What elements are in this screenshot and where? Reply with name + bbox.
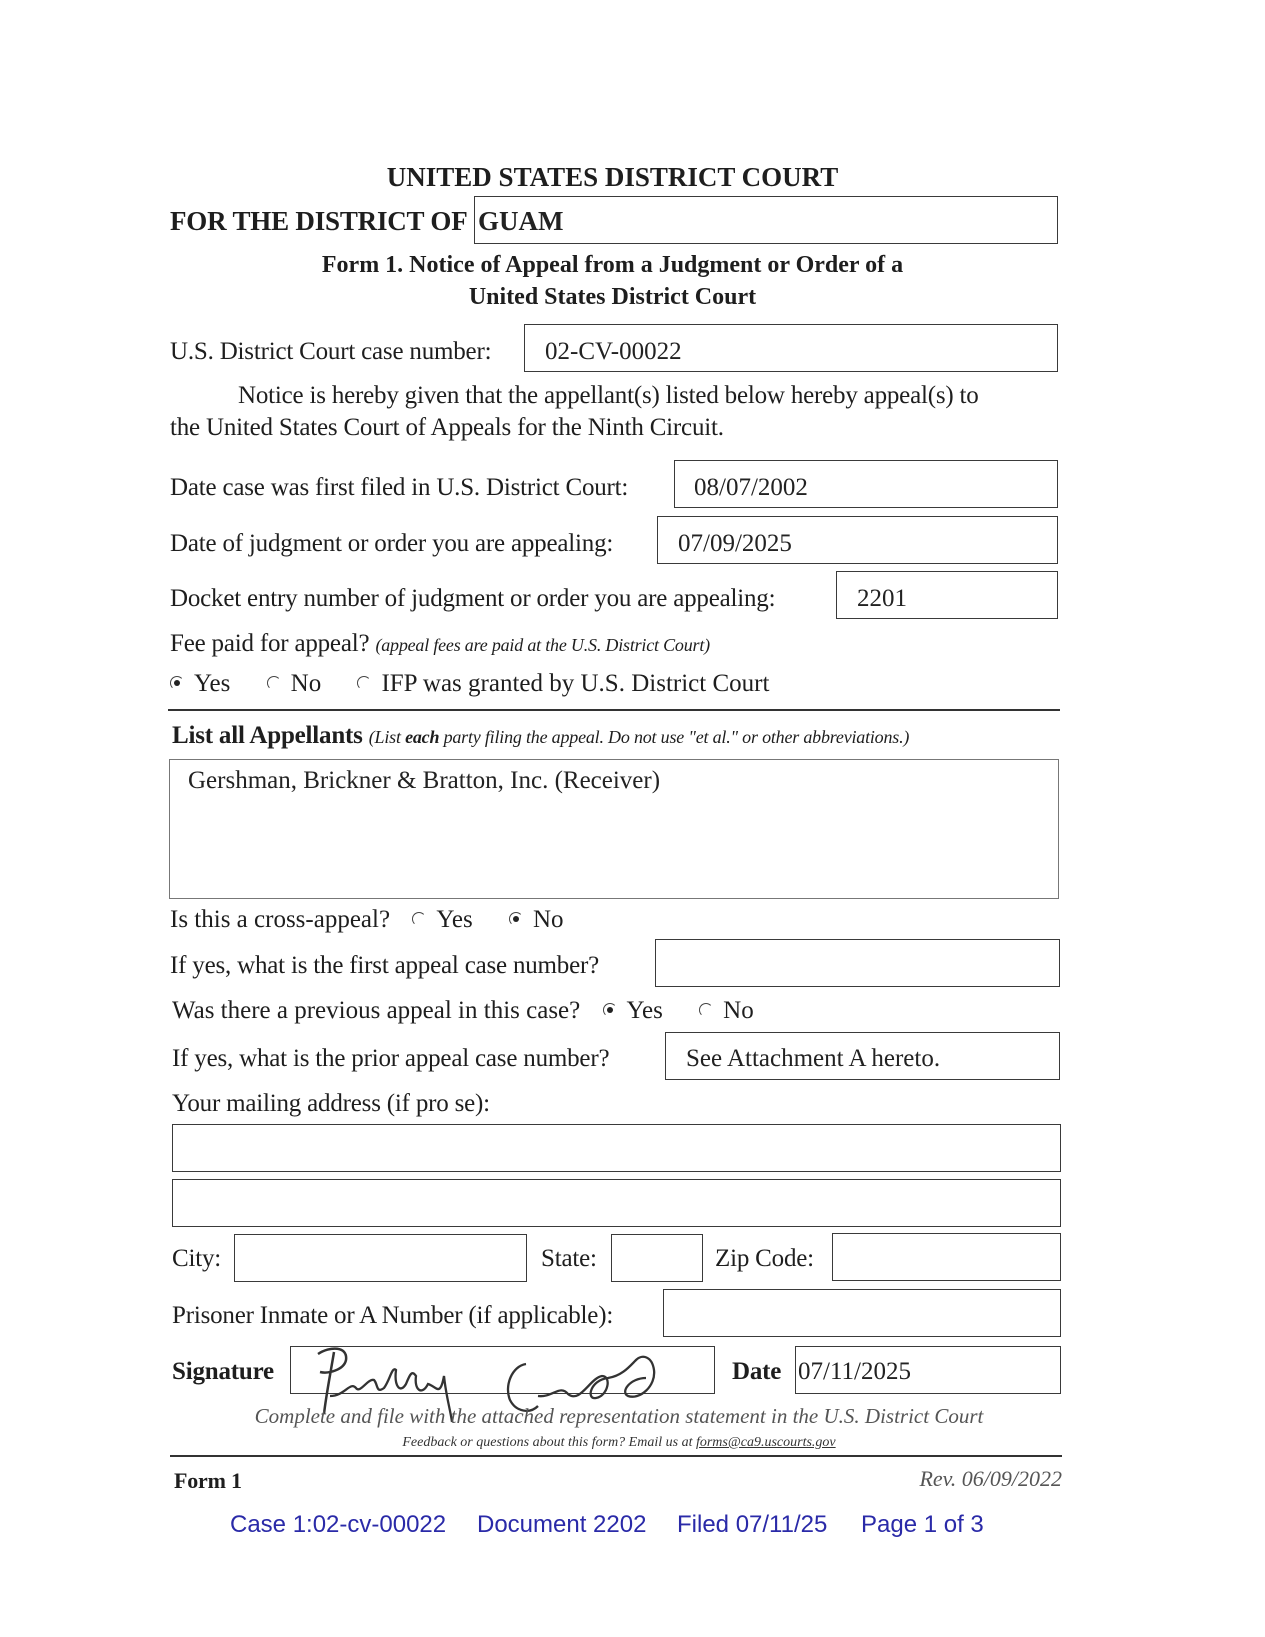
date-label: Date	[732, 1358, 782, 1385]
mailing-label: Your mailing address (if pro se):	[172, 1090, 490, 1117]
mailing-line2-field[interactable]	[172, 1179, 1061, 1227]
prisoner-label: Prisoner Inmate or A Number (if applicable):	[172, 1302, 614, 1329]
cross-appeal-no[interactable]: No	[509, 906, 564, 934]
form-label: Form 1	[174, 1468, 242, 1493]
radio-unchecked-icon[interactable]	[267, 676, 281, 690]
date-judgment-value: 07/09/2025	[678, 530, 792, 557]
previous-appeal-yes[interactable]: Yes	[603, 997, 663, 1025]
previous-appeal-row	[172, 997, 784, 1025]
date-value: 07/11/2025	[798, 1358, 911, 1385]
cross-appeal-label: Is this a cross-appeal?	[170, 906, 391, 933]
radio-unchecked-icon[interactable]	[357, 676, 371, 690]
notice-line2: the United States Court of Appeals for the Ninth Circuit.	[170, 414, 724, 441]
form-title-line2: United States District Court	[468, 284, 757, 310]
date-filed-label: Date case was first filed in U.S. District Court:	[170, 474, 629, 501]
previous-appeal-label: Was there a previous appeal in this case?	[172, 997, 581, 1024]
signature-label: Signature	[172, 1358, 274, 1385]
footer-instruction: Complete and file with the attached representation statement in the U.S. District Court	[254, 1404, 984, 1428]
fee-radio-group	[170, 670, 799, 698]
appellants-label-row	[172, 722, 909, 750]
radio-checked-icon[interactable]	[170, 676, 184, 690]
state-label: State:	[541, 1245, 597, 1272]
fee-note: (appeal fees are paid at the U.S. District Court)	[375, 635, 710, 655]
radio-checked-icon[interactable]	[509, 912, 523, 926]
notice-line1: Notice is hereby given that the appellant(s) listed below hereby appeal(s) to	[238, 382, 979, 409]
state-field[interactable]	[611, 1234, 703, 1282]
district-label: FOR THE DISTRICT OF	[170, 206, 468, 236]
stamp-document: Document 2202	[477, 1511, 647, 1538]
prisoner-field[interactable]	[663, 1289, 1061, 1337]
city-label: City:	[172, 1245, 222, 1272]
appellants-note: (List each party filing the appeal. Do not use "et al." or other abbreviations.)	[368, 727, 910, 747]
district-value: GUAM	[478, 206, 564, 236]
case-number-label: U.S. District Court case number:	[170, 338, 492, 365]
first-appeal-field[interactable]	[655, 939, 1060, 987]
zip-field[interactable]	[832, 1233, 1061, 1281]
footer-feedback: Feedback or questions about this form? Email us at forms@ca9.uscourts.gov	[402, 1435, 836, 1450]
previous-appeal-no[interactable]: No	[699, 997, 754, 1025]
city-field[interactable]	[234, 1234, 527, 1282]
appellants-label: List all Appellants	[172, 722, 363, 749]
docket-entry-value: 2201	[857, 585, 907, 612]
prior-appeal-label: If yes, what is the prior appeal case number?	[172, 1045, 610, 1072]
case-number-value: 02-CV-00022	[545, 338, 682, 365]
date-filed-value: 08/07/2002	[694, 474, 808, 501]
docket-entry-label: Docket entry number of judgment or order you are appealing:	[170, 585, 776, 612]
zip-label: Zip Code:	[715, 1245, 814, 1272]
stamp-filed: Filed 07/11/25	[677, 1511, 828, 1538]
fee-question: Fee paid for appeal?	[170, 630, 370, 657]
stamp-page: Page 1 of 3	[861, 1511, 984, 1538]
first-appeal-label: If yes, what is the first appeal case number?	[170, 952, 600, 979]
form-title-line1: Form 1. Notice of Appeal from a Judgment or Order of a	[321, 252, 904, 278]
radio-checked-icon[interactable]	[603, 1003, 617, 1017]
fee-option-no[interactable]: No	[267, 670, 322, 698]
radio-unchecked-icon[interactable]	[412, 912, 426, 926]
appellants-value: Gershman, Brickner & Bratton, Inc. (Receiver)	[188, 767, 661, 794]
feedback-email-link[interactable]: forms@ca9.uscourts.gov	[695, 1435, 836, 1450]
prior-appeal-value: See Attachment A hereto.	[686, 1045, 941, 1072]
fee-option-ifp[interactable]: IFP was granted by U.S. District Court	[357, 670, 769, 698]
section-divider	[168, 709, 1060, 711]
fee-label	[170, 630, 710, 658]
stamp-case: Case 1:02-cv-00022	[230, 1511, 447, 1538]
date-judgment-label: Date of judgment or order you are appealing:	[170, 530, 614, 557]
cross-appeal-row	[170, 906, 594, 934]
radio-unchecked-icon[interactable]	[699, 1003, 713, 1017]
footer-divider	[170, 1455, 1062, 1457]
cross-appeal-yes[interactable]: Yes	[412, 906, 472, 934]
revision-label: Rev. 06/09/2022	[919, 1466, 1062, 1491]
court-title: UNITED STATES DISTRICT COURT	[386, 162, 839, 192]
mailing-line1-field[interactable]	[172, 1124, 1061, 1172]
fee-option-yes[interactable]: Yes	[170, 670, 230, 698]
